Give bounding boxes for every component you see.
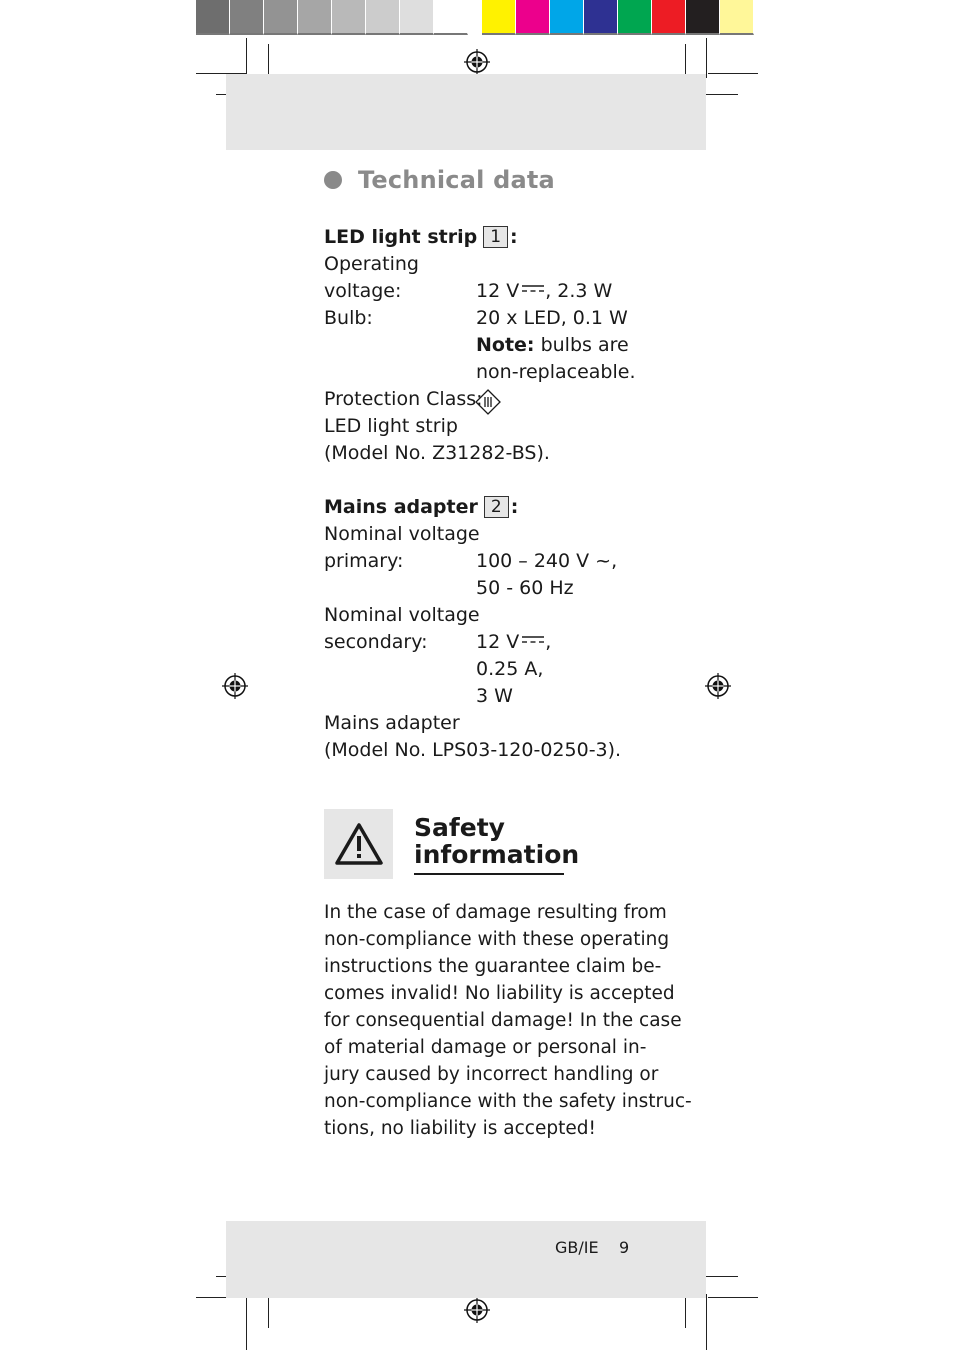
color-swatch — [482, 0, 516, 35]
color-swatch — [264, 0, 298, 35]
warning-triangle-icon — [334, 822, 384, 866]
paragraph-line: non-compliance with the safety instruc- — [324, 1091, 692, 1112]
gray-calibration-bar — [196, 0, 468, 36]
safety-title-line-1: Safety — [414, 813, 505, 842]
primary-voltage-value: 100 – 240 V ~, — [476, 550, 618, 572]
crop-mark — [246, 1294, 247, 1350]
operating-voltage-number: 12 V — [476, 280, 520, 302]
primary-frequency-value: 50 - 60 Hz — [476, 577, 574, 599]
footer-page-number: 9 — [619, 1238, 630, 1257]
bulb-label: Bulb: — [324, 307, 373, 329]
crop-mark — [685, 1294, 686, 1328]
protection-class-iii-icon — [475, 389, 501, 415]
primary-voltage-label-2: primary: — [324, 550, 404, 572]
crop-mark — [246, 38, 247, 78]
paragraph-line: non-compliance with these operating — [324, 929, 670, 950]
crop-mark — [708, 1297, 758, 1298]
registration-mark-icon — [464, 1297, 490, 1323]
color-swatch — [652, 0, 686, 35]
warning-box — [324, 809, 393, 879]
note-text: bulbs are — [534, 334, 629, 356]
color-swatch — [400, 0, 434, 35]
technical-data-heading — [324, 166, 555, 194]
paragraph-line: instructions the guarantee claim be- — [324, 956, 662, 977]
color-swatch — [332, 0, 366, 35]
registration-mark-icon — [464, 49, 490, 75]
secondary-voltage-number: 12 V — [476, 631, 520, 653]
bulb-value: 20 x LED, 0.1 W — [476, 307, 628, 329]
led-strip-heading-text: LED light strip — [324, 226, 478, 248]
section-title: Technical data — [358, 166, 555, 194]
direct-current-icon — [521, 282, 545, 294]
color-swatch — [686, 0, 720, 35]
crop-mark — [268, 44, 269, 78]
color-swatch — [230, 0, 264, 35]
crop-mark — [685, 44, 686, 78]
color-swatch — [618, 0, 652, 35]
color-swatch — [298, 0, 332, 35]
crop-mark — [706, 38, 707, 78]
operating-power: , 2.3 W — [545, 280, 613, 302]
secondary-voltage-label-1: Nominal voltage — [324, 604, 480, 626]
led-strip-heading — [324, 224, 518, 251]
safety-title-line-2: information — [414, 840, 580, 869]
crop-mark — [708, 73, 758, 74]
mains-adapter-heading — [324, 494, 518, 521]
footer-band — [226, 1221, 706, 1298]
secondary-current-value: 0.25 A, — [476, 658, 544, 680]
adapter-model-line-1: Mains adapter — [324, 712, 460, 734]
part-ref-1: 1 — [483, 226, 508, 248]
color-swatch — [516, 0, 550, 35]
crop-mark — [706, 1294, 707, 1350]
operating-voltage-label-2: voltage: — [324, 280, 402, 302]
paragraph-line: of material damage or personal in- — [324, 1037, 647, 1058]
registration-mark-icon — [705, 673, 731, 699]
operating-voltage-label-1: Operating — [324, 253, 419, 275]
header-band — [226, 74, 706, 150]
led-model-line-1: LED light strip — [324, 415, 458, 437]
color-swatch — [550, 0, 584, 35]
safety-title — [414, 814, 579, 868]
adapter-model-line-2: (Model No. LPS03-120-0250-3). — [324, 739, 622, 761]
primary-voltage-label-1: Nominal voltage — [324, 523, 480, 545]
color-swatch — [366, 0, 400, 35]
secondary-voltage-comma: , — [545, 631, 552, 653]
heading-colon: : — [510, 496, 519, 518]
led-model-line-2: (Model No. Z31282-BS). — [324, 442, 550, 464]
mains-adapter-heading-text: Mains adapter — [324, 496, 478, 518]
paragraph-line: In the case of damage resulting from — [324, 902, 667, 923]
paragraph-line: for consequential damage! In the case — [324, 1010, 682, 1031]
operating-voltage-value — [476, 278, 612, 305]
safety-paragraph — [324, 899, 692, 1142]
color-swatch — [720, 0, 754, 35]
safety-title-underline — [414, 873, 564, 875]
crop-mark — [268, 1294, 269, 1328]
registration-mark-icon — [222, 673, 248, 699]
secondary-voltage-label-2: secondary: — [324, 631, 428, 653]
bulb-note — [476, 332, 629, 359]
paragraph-line: comes invalid! No liability is accepted — [324, 983, 675, 1004]
paragraph-line: jury caused by incorrect handling or — [324, 1064, 659, 1085]
protection-class-label: Protection Class: — [324, 388, 483, 410]
secondary-power-value: 3 W — [476, 685, 513, 707]
heading-colon: : — [510, 226, 518, 248]
color-swatch — [434, 0, 468, 35]
paragraph-line: tions, no liability is accepted! — [324, 1118, 596, 1139]
bullet-icon — [324, 171, 342, 189]
bulb-note-line-2: non-replaceable. — [476, 361, 636, 383]
direct-current-icon — [521, 633, 545, 645]
part-ref-2: 2 — [484, 496, 509, 518]
note-label: Note: — [476, 334, 535, 356]
color-swatch — [196, 0, 230, 35]
secondary-voltage-value — [476, 629, 551, 656]
footer-locale: GB/IE — [555, 1238, 599, 1257]
color-calibration-bar — [482, 0, 754, 36]
color-swatch — [584, 0, 618, 35]
